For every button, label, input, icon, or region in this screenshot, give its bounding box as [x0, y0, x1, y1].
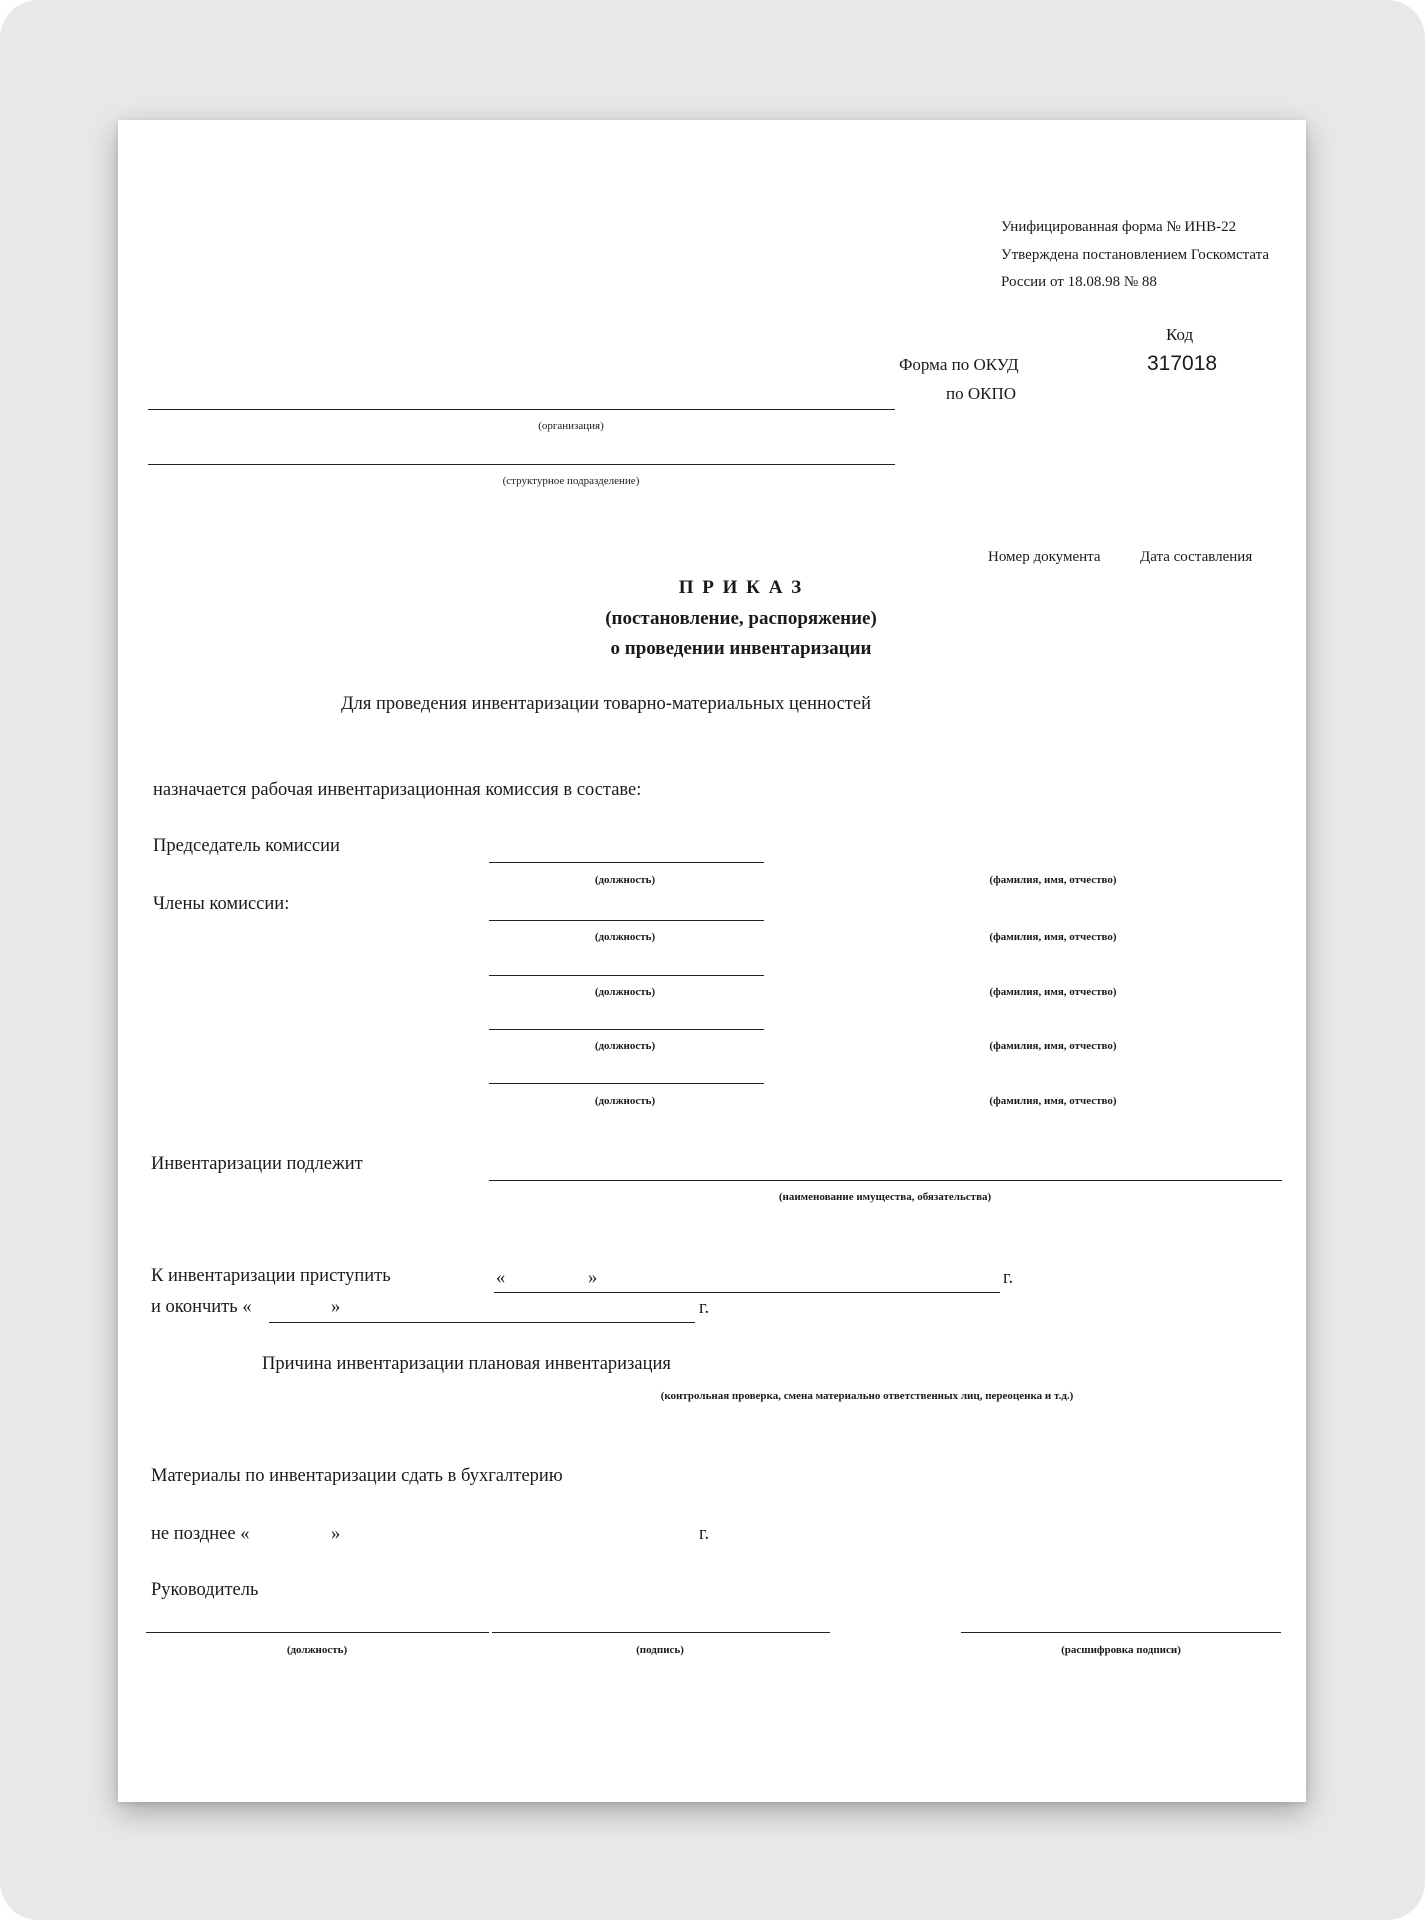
end-date-line	[269, 1322, 695, 1323]
inventory-purpose-text: Для проведения инвентаризации товарно-материальных ценностей	[341, 694, 871, 714]
form-number-text: Унифицированная форма № ИНВ-22	[1001, 219, 1237, 235]
start-date-year: г.	[1003, 1268, 1014, 1288]
member-4-position-line	[489, 1083, 764, 1084]
chairman-position-line	[489, 862, 764, 863]
inventory-reason-caption: (контрольная проверка, смена материально ответственных лиц, переоценка и т.д.)	[660, 1390, 1074, 1402]
head-signature-caption: (подпись)	[636, 1644, 684, 1656]
order-title: П Р И К А З	[678, 577, 804, 598]
document-date-label: Дата составления	[1140, 549, 1253, 565]
member-4-name-caption: (фамилия, имя, отчество)	[989, 1095, 1117, 1107]
materials-submission-text: Материалы по инвентаризации сдать в бухгалтерию	[151, 1466, 563, 1486]
member-4-position-caption: (должность)	[594, 1095, 656, 1107]
head-signature-decoding-caption: (расшифровка подписи)	[1061, 1644, 1181, 1656]
structural-unit-caption: (структурное подразделение)	[502, 475, 640, 487]
order-subject: о проведении инвентаризации	[610, 638, 872, 659]
okpo-label: по ОКПО	[946, 384, 1017, 403]
form-approval-date-text: России от 18.08.98 № 88	[1001, 274, 1157, 290]
organization-caption: (организация)	[538, 420, 604, 432]
deadline-year: г.	[699, 1524, 710, 1544]
member-2-name-caption: (фамилия, имя, отчество)	[989, 986, 1117, 998]
member-1-name-caption: (фамилия, имя, отчество)	[989, 931, 1117, 943]
okud-label: Форма по ОКУД	[899, 355, 1019, 374]
members-label: Члены комиссии:	[153, 894, 290, 914]
head-label: Руководитель	[151, 1580, 259, 1600]
organization-line	[148, 409, 895, 410]
head-signature-line	[492, 1632, 830, 1633]
head-position-caption: (должность)	[286, 1644, 348, 1656]
head-position-line	[146, 1632, 489, 1633]
end-date-close-quote: »	[331, 1297, 341, 1317]
member-3-name-caption: (фамилия, имя, отчество)	[989, 1040, 1117, 1052]
code-column-label: Код	[1166, 325, 1194, 344]
structural-unit-line	[148, 464, 895, 465]
okud-code-value: 317018	[1147, 352, 1218, 375]
chairman-position-caption: (должность)	[594, 874, 656, 886]
start-date-label: К инвентаризации приступить	[151, 1266, 391, 1286]
commission-intro-text: назначается рабочая инвентаризационная комиссия в составе:	[153, 780, 642, 800]
deadline-label: не позднее «	[151, 1524, 250, 1544]
member-1-position-caption: (должность)	[594, 931, 656, 943]
chairman-label: Председатель комиссии	[153, 836, 340, 856]
inventory-reason-text: Причина инвентаризации плановая инвентаризация	[262, 1354, 671, 1374]
member-3-position-caption: (должность)	[594, 1040, 656, 1052]
inventory-subject-label: Инвентаризации подлежит	[151, 1154, 363, 1174]
deadline-close-quote: »	[331, 1524, 341, 1544]
member-3-position-line	[489, 1029, 764, 1030]
form-approval-text: Утверждена постановлением Госкомстата	[1001, 247, 1270, 263]
order-subtitle: (постановление, распоряжение)	[605, 608, 877, 629]
end-date-year: г.	[699, 1298, 710, 1318]
member-1-position-line	[489, 920, 764, 921]
start-date-line	[494, 1292, 1000, 1293]
inventory-subject-caption: (наименование имущества, обязательства)	[778, 1191, 992, 1203]
member-2-position-line	[489, 975, 764, 976]
end-date-label: и окончить «	[151, 1297, 252, 1317]
start-date-open-quote: «	[496, 1268, 506, 1288]
chairman-name-caption: (фамилия, имя, отчество)	[989, 874, 1117, 886]
member-2-position-caption: (должность)	[594, 986, 656, 998]
start-date-close-quote: »	[588, 1268, 598, 1288]
head-signature-decoding-line	[961, 1632, 1281, 1633]
inventory-subject-line	[489, 1180, 1282, 1181]
document-sheet	[118, 120, 1306, 1802]
document-number-label: Номер документа	[988, 549, 1101, 565]
